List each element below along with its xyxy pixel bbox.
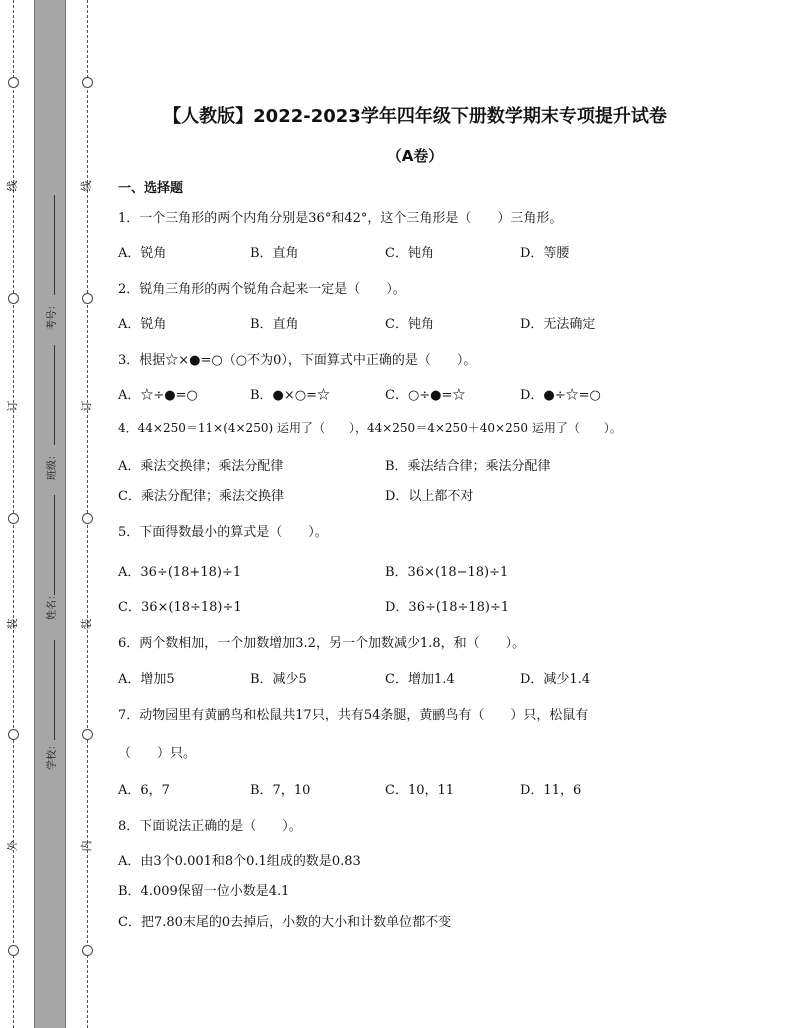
q4-option-d[interactable]: D．以上都不对: [385, 489, 474, 504]
question-1: 1．一个三角形的两个内角分别是36°和42°，这个三角形是（ ）三角形。: [118, 211, 563, 226]
margin-char-zhuang: 装: [80, 618, 93, 630]
q8-option-b[interactable]: B．4.009保留一位小数是4.1: [118, 884, 290, 899]
q3-option-b[interactable]: B．●×○=☆: [250, 388, 331, 403]
q6-option-b[interactable]: B．减少5: [250, 672, 307, 687]
binding-hole-icon: [82, 729, 93, 740]
field-line-exam-number[interactable]: [54, 195, 55, 295]
q7-option-a[interactable]: A．6，7: [118, 783, 170, 798]
binding-hole-icon: [8, 293, 19, 304]
field-label-class: 班级：: [47, 450, 58, 480]
binding-hole-icon: [82, 77, 93, 88]
margin-char-ding: 订: [80, 400, 93, 412]
margin-char-ding: 订: [6, 400, 19, 412]
field-label-name: 姓名：: [47, 590, 58, 620]
q8-option-a[interactable]: A．由3个0.001和8个0.1组成的数是0.83: [118, 854, 361, 869]
section-title: 一、选择题: [118, 181, 184, 196]
q1-option-c[interactable]: C．钝角: [385, 246, 434, 261]
page-subtitle: （A卷）: [386, 147, 444, 165]
binding-hole-icon: [8, 729, 19, 740]
page-title: 【人教版】2022-2023学年四年级下册数学期末专项提升试卷: [163, 106, 667, 127]
q2-option-c[interactable]: C．钝角: [385, 317, 434, 332]
q4-option-a[interactable]: A．乘法交换律；乘法分配律: [118, 459, 284, 474]
q7-option-c[interactable]: C．10，11: [385, 783, 455, 798]
q5-option-c[interactable]: C．36×(18÷18)÷1: [118, 600, 242, 615]
q1-option-a[interactable]: A．锐角: [118, 246, 167, 261]
q5-option-b[interactable]: B．36×(18−18)÷1: [385, 565, 509, 580]
margin-char-zhuang: 装: [6, 618, 19, 630]
question-8: 8．下面说法正确的是（ ）。: [118, 819, 302, 834]
q1-option-b[interactable]: B．直角: [250, 246, 299, 261]
q4-option-b[interactable]: B．乘法结合律；乘法分配律: [385, 459, 551, 474]
binding-strip: [34, 0, 66, 1028]
q2-option-d[interactable]: D．无法确定: [520, 317, 596, 332]
binding-hole-icon: [82, 293, 93, 304]
q3-option-a[interactable]: A．☆÷●=○: [118, 388, 198, 403]
question-7: 7．动物园里有黄鹂鸟和松鼠共17只，共有54条腿，黄鹂鸟有（ ）只，松鼠有: [118, 708, 589, 723]
question-5: 5．下面得数最小的算式是（ ）。: [118, 525, 328, 540]
q3-option-d[interactable]: D．●÷☆=○: [520, 388, 601, 403]
field-line-school[interactable]: [54, 640, 55, 740]
field-line-class[interactable]: [54, 345, 55, 445]
binding-hole-icon: [8, 513, 19, 524]
question-3: 3．根据☆×●=○（○不为0），下面算式中正确的是（ ）。: [118, 353, 477, 368]
binding-hole-icon: [8, 945, 19, 956]
q7-option-b[interactable]: B．7，10: [250, 783, 311, 798]
question-6: 6．两个数相加，一个加数增加3.2，另一个加数减少1.8，和（ ）。: [118, 636, 526, 651]
q5-option-a[interactable]: A．36÷(18+18)÷1: [118, 565, 242, 580]
q4-option-c[interactable]: C．乘法分配律；乘法交换律: [118, 489, 284, 504]
q2-option-a[interactable]: A．锐角: [118, 317, 167, 332]
margin-char-nei: 内: [80, 840, 93, 852]
margin-char-wai: 外: [6, 840, 19, 852]
question-4: 4．44×250＝11×(4×250) 运用了（ ），44×250＝4×250＋40×250 运用了（ ）。: [118, 421, 622, 435]
question-2: 2．锐角三角形的两个锐角合起来一定是（ ）。: [118, 282, 406, 297]
q6-option-a[interactable]: A．增加5: [118, 672, 175, 687]
margin-char-xian: 线: [80, 180, 93, 192]
binding-hole-icon: [82, 945, 93, 956]
binding-hole-icon: [8, 77, 19, 88]
q6-option-d[interactable]: D．减少1.4: [520, 672, 591, 687]
q3-option-c[interactable]: C．○÷●=☆: [385, 388, 466, 403]
field-line-name[interactable]: [54, 495, 55, 595]
q7-option-d[interactable]: D．11，6: [520, 783, 582, 798]
question-7-continued: （ ）只。: [118, 746, 197, 761]
q1-option-d[interactable]: D．等腰: [520, 246, 570, 261]
binding-hole-icon: [82, 513, 93, 524]
q8-option-c[interactable]: C．把7.80末尾的0去掉后，小数的大小和计数单位都不变: [118, 915, 452, 930]
field-label-school: 学校：: [47, 740, 58, 770]
margin-char-xian: 线: [6, 180, 19, 192]
q5-option-d[interactable]: D．36÷(18÷18)÷1: [385, 600, 510, 615]
q6-option-c[interactable]: C．增加1.4: [385, 672, 455, 687]
field-label-exam-number: 考号：: [47, 300, 58, 330]
q2-option-b[interactable]: B．直角: [250, 317, 299, 332]
